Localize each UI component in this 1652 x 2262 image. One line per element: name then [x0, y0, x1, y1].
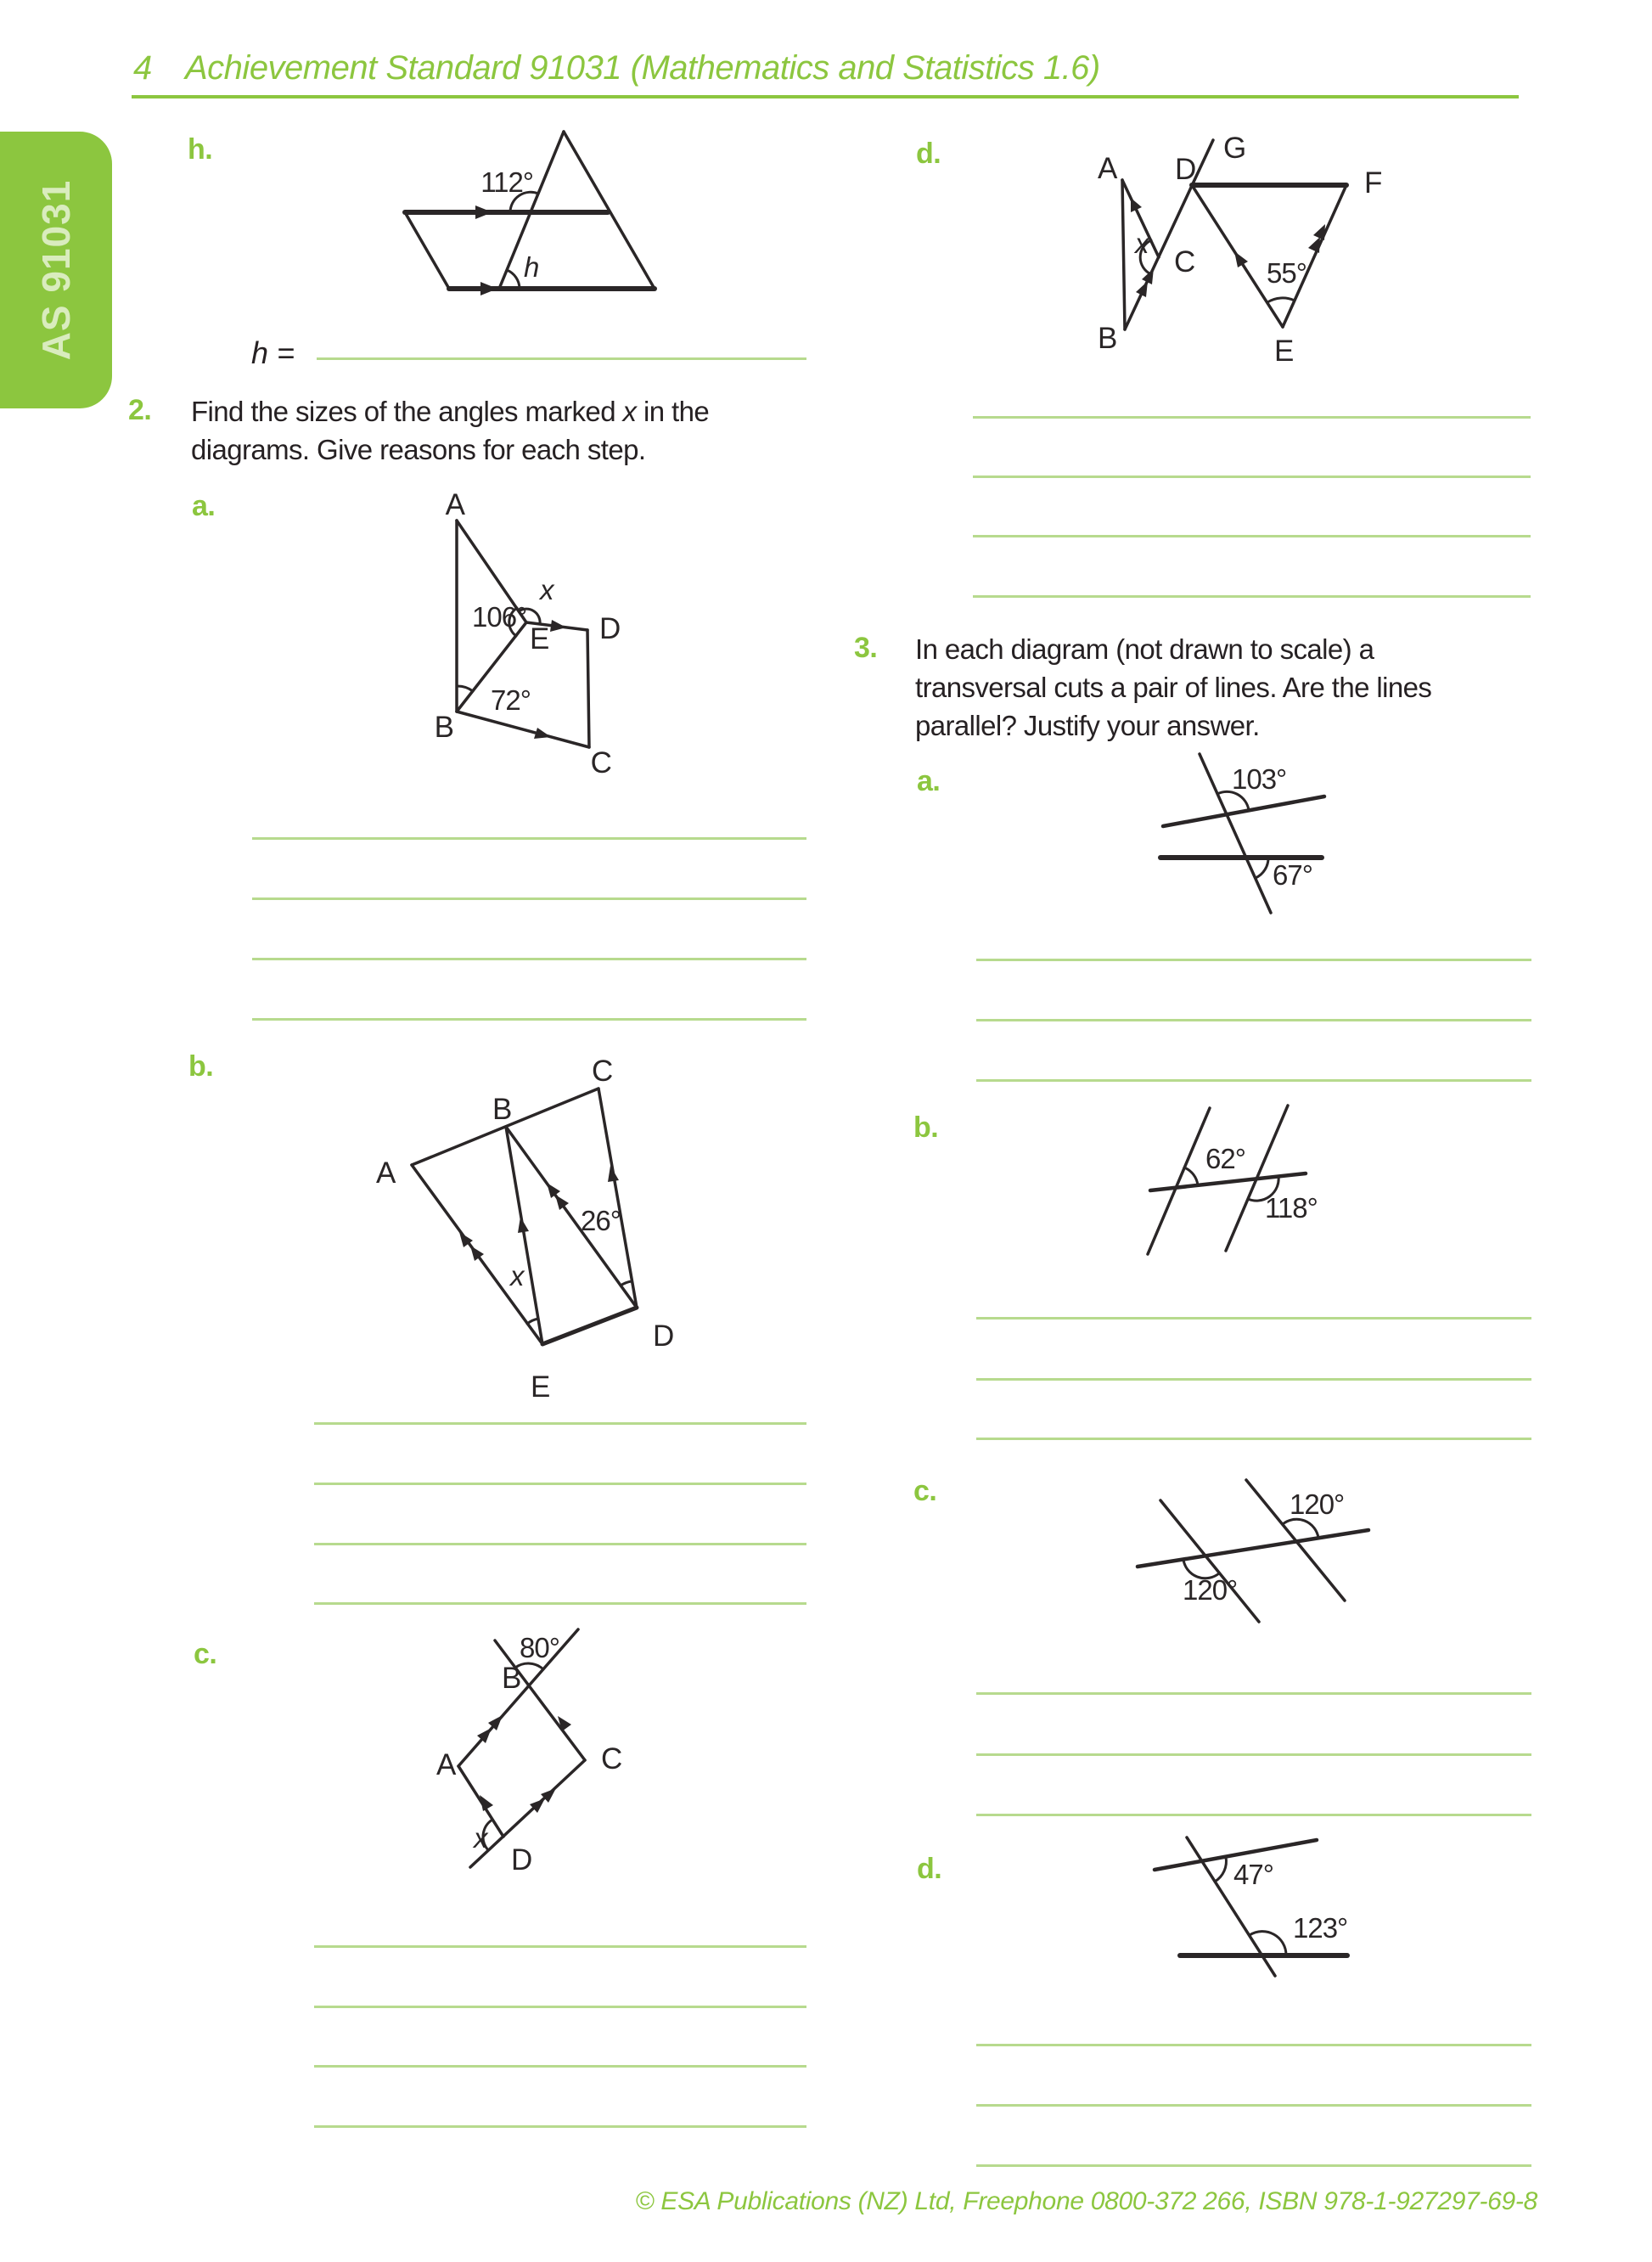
point-label-C: C	[592, 1055, 613, 1088]
label-q3d: d.	[917, 1853, 942, 1885]
angle-arc-26	[621, 1281, 632, 1286]
page-number: 4	[133, 49, 152, 87]
label-q2c: c.	[194, 1638, 217, 1670]
answer-line	[976, 1019, 1531, 1021]
diagram-q2d	[1078, 127, 1401, 374]
point-label-C: C	[1174, 245, 1195, 279]
point-label-B: B	[492, 1093, 512, 1126]
angle-label-123: 123°	[1293, 1912, 1348, 1944]
parallel-arrow-icon	[534, 728, 551, 739]
answer-line	[973, 595, 1531, 598]
label-q3: 3.	[854, 632, 878, 664]
label-q3a: a.	[917, 765, 941, 797]
diagram-q3b	[1125, 1095, 1337, 1265]
angle-label-112: 112°	[480, 166, 533, 198]
q2-prompt-line2: diagrams. Give reasons for each step.	[191, 434, 646, 465]
side-BC	[457, 712, 589, 747]
header-rule	[132, 95, 1519, 98]
angle-label-26: 26°	[581, 1205, 621, 1236]
parallel-arrow-icon	[518, 1217, 529, 1233]
transversal-line	[1138, 1530, 1368, 1567]
point-label-D: D	[1175, 153, 1196, 186]
angle-arc-67	[1256, 858, 1268, 878]
answer-line	[976, 1814, 1531, 1816]
side-tab-label: AS 91031	[34, 179, 78, 361]
angle-label-120-left: 120°	[1183, 1574, 1238, 1606]
diagram-q1h-parallelogram-transversal	[374, 119, 679, 310]
angle-label-x: x	[474, 1822, 488, 1854]
diagram-q2a	[420, 484, 628, 785]
parallel-arrow-icon	[555, 1195, 569, 1210]
angle-label-72: 72°	[491, 684, 531, 716]
answer-line	[976, 2104, 1531, 2107]
answer-line	[976, 1079, 1531, 1082]
angle-label-h: h	[524, 251, 540, 283]
angle-arc-x	[527, 1319, 538, 1324]
transversal-line	[1150, 1173, 1306, 1190]
q2-prompt	[191, 392, 802, 469]
angle-label-106: 106°	[472, 601, 527, 633]
h-equals-prefix: h =	[251, 335, 295, 370]
answer-line	[314, 2125, 806, 2128]
q3-prompt	[915, 630, 1509, 745]
point-label-F: F	[1364, 166, 1382, 200]
side-BE	[506, 1127, 542, 1344]
point-label-A: A	[1098, 152, 1117, 185]
answer-line	[252, 1018, 806, 1021]
parallel-arrow-icon	[475, 205, 492, 219]
parallel-arrow-icon	[480, 282, 497, 295]
point-label-D: D	[653, 1320, 674, 1353]
answer-line	[252, 837, 806, 840]
q2-prompt-part1: Find the sizes of the angles marked	[191, 396, 623, 427]
angle-arc-h	[507, 270, 520, 289]
angle-arc-72	[457, 686, 473, 691]
angle-label-x: x	[1135, 228, 1149, 259]
point-label-C: C	[590, 746, 612, 779]
footer-imprint: © ESA Publications (NZ) Ltd, Freephone 0800-372 266, ISBN 978-1-927297-69-8	[635, 2187, 1537, 2215]
answer-line	[314, 1543, 806, 1545]
side-EF	[1283, 185, 1346, 327]
answer-line	[252, 958, 806, 960]
point-label-B: B	[1098, 322, 1117, 355]
diagram-q3c	[1125, 1473, 1379, 1630]
label-q2d: d.	[916, 138, 941, 170]
point-label-C: C	[601, 1742, 622, 1775]
answer-line	[973, 535, 1531, 537]
parallel-arrow-icon	[1308, 237, 1320, 253]
angle-arc-120-right	[1283, 1519, 1318, 1538]
parallel-arrow-icon	[1234, 251, 1248, 267]
q2-prompt-part2: in the	[636, 396, 710, 427]
answer-line	[314, 1422, 806, 1425]
diagram-q2c	[395, 1618, 649, 1889]
parallel-arrow-icon	[1136, 281, 1148, 297]
angle-label-62: 62°	[1205, 1143, 1245, 1174]
point-label-B: B	[502, 1662, 521, 1695]
parallel-arrow-icon	[1313, 224, 1325, 240]
point-label-B: B	[434, 711, 454, 744]
angle-label-x: x	[540, 574, 554, 605]
answer-line	[976, 1692, 1531, 1695]
angle-label-118: 118°	[1265, 1192, 1318, 1224]
left-line	[1148, 1108, 1210, 1254]
point-label-A: A	[445, 488, 465, 521]
answer-line	[317, 357, 806, 360]
answer-line	[976, 959, 1531, 961]
point-label-D: D	[511, 1843, 532, 1877]
q3-prompt-line1: In each diagram (not drawn to scale) a	[915, 633, 1374, 665]
answer-line	[973, 416, 1531, 419]
point-label-G: G	[1223, 132, 1246, 165]
label-q2b: b.	[188, 1050, 214, 1083]
point-label-E: E	[1274, 335, 1294, 368]
standard-side-tab	[0, 132, 112, 408]
answer-line	[314, 2065, 806, 2068]
side-CD	[598, 1089, 637, 1308]
angle-arc-47	[1215, 1857, 1226, 1882]
angle-label-55: 55°	[1267, 257, 1306, 289]
diagram-q3a	[1133, 743, 1379, 917]
answer-line	[976, 1438, 1531, 1440]
point-label-D: D	[599, 612, 621, 645]
answer-line	[314, 1483, 806, 1485]
angle-label-47: 47°	[1233, 1859, 1273, 1890]
label-q2a: a.	[192, 490, 216, 522]
angle-arc-62	[1184, 1168, 1198, 1185]
point-label-A: A	[436, 1748, 456, 1781]
answer-line	[976, 2164, 1531, 2167]
answer-line	[976, 1378, 1531, 1381]
answer-line	[252, 897, 806, 900]
answer-line	[976, 2044, 1531, 2046]
line-A-through-B	[458, 1629, 578, 1766]
q3-prompt-line2: transversal cuts a pair of lines. Are the lines	[915, 672, 1432, 703]
side-DC	[587, 630, 589, 747]
answer-line	[976, 1317, 1531, 1320]
answer-line	[976, 1753, 1531, 1756]
answer-line	[314, 1602, 806, 1605]
angle-arc-55	[1267, 298, 1295, 302]
answer-line	[973, 475, 1531, 478]
angle-label-80: 80°	[520, 1632, 559, 1663]
side-AB	[1122, 180, 1125, 329]
diagram-q3d	[1138, 1821, 1371, 1987]
left-side	[405, 212, 449, 289]
point-label-E: E	[530, 622, 549, 656]
q2-prompt-x: x	[622, 396, 637, 427]
label-q3b: b.	[913, 1111, 939, 1144]
label-q2: 2.	[128, 394, 152, 426]
side-ED	[542, 1308, 637, 1344]
label-q3c: c.	[913, 1475, 937, 1507]
answer-line	[314, 1945, 806, 1948]
answer-line	[314, 2006, 806, 2008]
angle-label-120-right: 120°	[1290, 1488, 1345, 1520]
diagram-q2b	[361, 1049, 683, 1410]
parallel-arrow-icon	[547, 1183, 560, 1198]
q3-prompt-line3: parallel? Justify your answer.	[915, 710, 1260, 741]
angle-label-67: 67°	[1273, 859, 1312, 891]
point-label-A: A	[376, 1156, 396, 1190]
angle-label-x: x	[510, 1260, 525, 1291]
angle-label-103: 103°	[1232, 763, 1287, 795]
parallel-arrow-icon	[480, 1795, 493, 1811]
page-title: Achievement Standard 91031 (Mathematics and Statistics 1.6)	[185, 49, 1100, 87]
point-label-E: E	[531, 1370, 550, 1404]
label-q1h: h.	[188, 133, 213, 166]
